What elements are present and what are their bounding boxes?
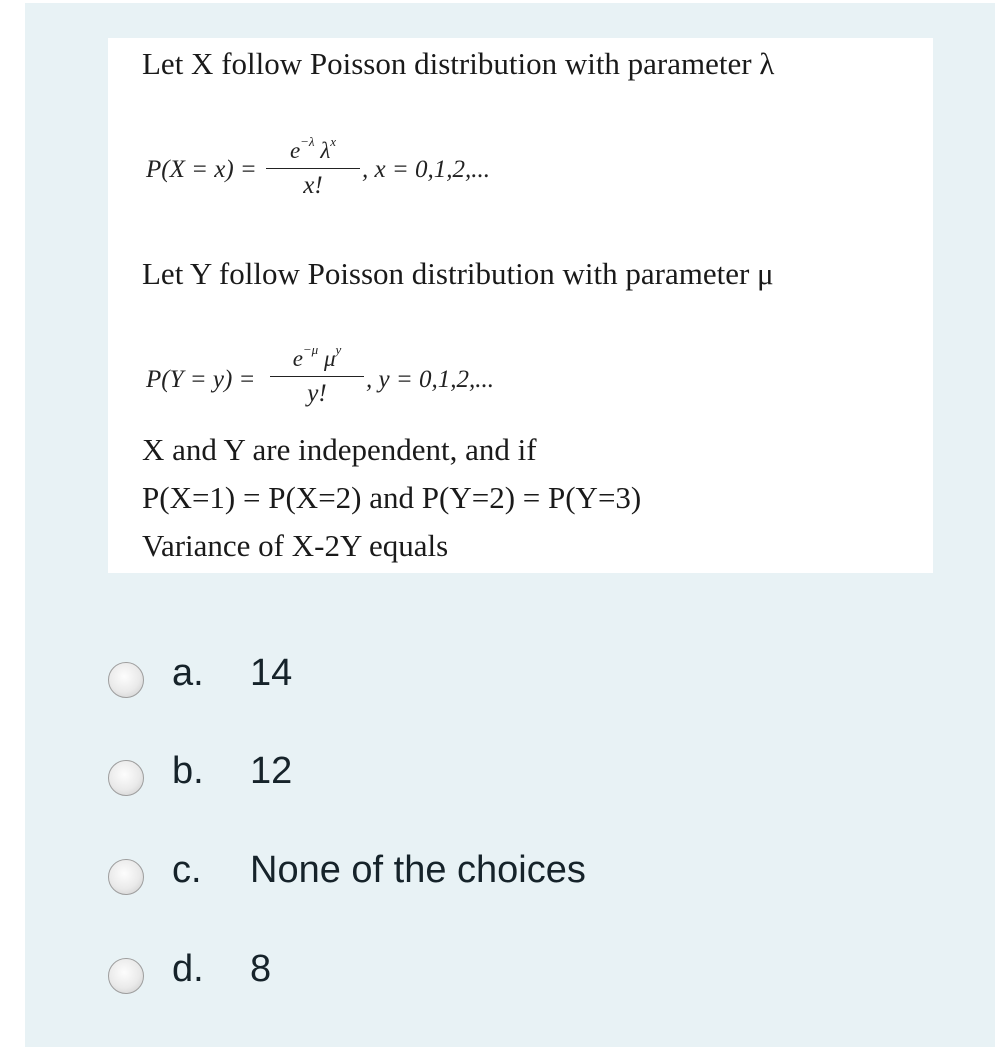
question-card: [108, 38, 933, 573]
formula-y-range: , y = 0,1,2,...: [366, 366, 494, 393]
question-line-3: X and Y are independent, and if: [142, 432, 537, 467]
formula-y-lhs: P(Y = y) =: [146, 366, 256, 393]
choice-d-letter: d.: [172, 948, 204, 990]
question-line-2: Let Y follow Poisson distribution with parameter μ: [142, 256, 774, 291]
formula-x-lhs: P(X = x) =: [146, 156, 257, 183]
question-line-5: Variance of X-2Y equals: [142, 528, 449, 563]
formula-y-numerator: $e^{-\mu}$ $\mu^y$: [292, 342, 342, 371]
question-line-4: P(X=1) = P(X=2) and P(Y=2) = P(Y=3): [142, 480, 642, 515]
formula-x-fraction-bar: [266, 168, 360, 169]
formula-x-denominator: x!: [303, 172, 323, 199]
choice-a-letter: a.: [172, 652, 204, 694]
choice-c-text: None of the choices: [250, 849, 586, 891]
choice-b-letter: b.: [172, 750, 204, 792]
formula-x-numerator: $e^{-\lambda}$ $\lambda^x$: [289, 134, 337, 163]
formula-x-range: , x = 0,1,2,...: [362, 156, 490, 183]
radio-button-b[interactable]: [108, 760, 144, 796]
radio-button-d[interactable]: [108, 958, 144, 994]
radio-button-a[interactable]: [108, 662, 144, 698]
choice-c-letter: c.: [172, 849, 202, 891]
formula-y-fraction-bar: [270, 376, 364, 377]
question-line-1: Let X follow Poisson distribution with parameter λ: [142, 46, 775, 81]
choice-d-text: 8: [250, 948, 272, 990]
choice-b-text: 12: [250, 750, 293, 792]
formula-y-denominator: y!: [307, 380, 327, 407]
radio-button-c[interactable]: [108, 859, 144, 895]
choice-a-text: 14: [250, 652, 293, 694]
